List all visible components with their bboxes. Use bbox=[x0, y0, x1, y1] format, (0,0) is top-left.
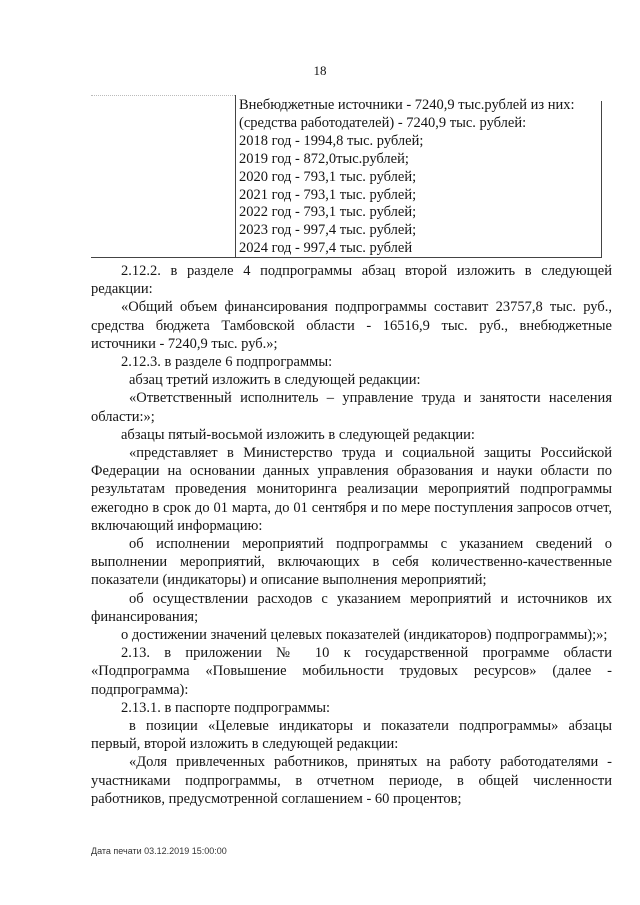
paragraph: о достижении значений целевых показателей (индикаторов) подпрограммы);»; bbox=[121, 627, 608, 644]
paragraph: «Ответственный исполнитель – управление труда и занятости населения области:»; bbox=[91, 390, 612, 425]
print-date-footer: Дата печати 03.12.2019 15:00:00 bbox=[91, 846, 227, 856]
paragraph: в позиции «Целевые индикаторы и показатели подпрограммы» абзацы первый, второй изложить в следующей редакции: bbox=[91, 718, 612, 753]
paragraph: 2.12.2. в разделе 4 подпрограммы абзац второй изложить в следующей редакции: bbox=[91, 263, 612, 298]
table-column-divider bbox=[235, 95, 236, 257]
table-line: 2020 год - 793,1 тыс. рублей; bbox=[239, 168, 417, 185]
paragraph: 2.13. в приложении № 10 к государственной программе области «Подпрограмма «Повышение мобильности трудовых ресурсов» (далее - подпрограмма): bbox=[91, 645, 612, 698]
table-line: 2023 год - 997,4 тыс. рублей; bbox=[239, 222, 417, 239]
table-line: Внебюджетные источники - 7240,9 тыс.рублей из них: bbox=[239, 97, 575, 113]
paragraph: об исполнении мероприятий подпрограммы с указанием сведений о выполнении мероприятий, включающих в себя количественно-качественные показатели (индикаторы) и описание выполнения мероприятий; bbox=[91, 536, 612, 589]
table-line: 2024 год - 997,4 тыс. рублей bbox=[239, 240, 413, 257]
table-right-cell bbox=[239, 97, 599, 258]
table-line: 2022 год - 793,1 тыс. рублей; bbox=[239, 204, 417, 221]
table-line: 2021 год - 793,1 тыс. рублей; bbox=[239, 186, 417, 203]
paragraph: абзацы пятый-восьмой изложить в следующей редакции: bbox=[121, 426, 475, 443]
table-line: 2019 год - 872,0тыс.рублей; bbox=[239, 150, 409, 167]
paragraph: «Доля привлеченных работников, принятых на работу работодателями - участниками подпрограммы, в отчетном периоде, в общей численности работников, предусмотренной соглашением - 60 процентов; bbox=[91, 754, 612, 807]
table-left-cell bbox=[91, 95, 235, 257]
funding-table bbox=[91, 95, 602, 258]
paragraph: абзац третий изложить в следующей редакции: bbox=[129, 372, 421, 389]
paragraph: «Общий объем финансирования подпрограммы составит 23757,8 тыс. руб., средства бюджета Тамбовской области - 16516,9 тыс. руб., внебюджетные источники - 7240,9 тыс. руб.»; bbox=[91, 299, 612, 352]
paragraph: «представляет в Министерство труда и социальной защиты Российской Федерации на основании данных управления образования и науки области по результатам проведения мониторинга реализации мероприятий подпрограммы ежегодно в срок до 01 марта, до 01 сентября и по мере поступления запросов отчет, включающий информацию: bbox=[91, 445, 612, 534]
table-right-border bbox=[601, 101, 602, 257]
document-body bbox=[91, 262, 612, 808]
page-number: 18 bbox=[313, 63, 327, 78]
table-line: 2018 год - 1994,8 тыс. рублей; bbox=[239, 132, 424, 149]
paragraph: 2.12.3. в разделе 6 подпрограммы: bbox=[121, 354, 333, 371]
table-line: (средства работодателей) - 7240,9 тыс. рублей: bbox=[239, 114, 527, 131]
table-top-border-fragment bbox=[91, 95, 235, 97]
paragraph: об осуществлении расходов с указанием мероприятий и источников их финансирования; bbox=[91, 590, 612, 625]
paragraph: 2.13.1. в паспорте подпрограммы: bbox=[121, 699, 331, 716]
